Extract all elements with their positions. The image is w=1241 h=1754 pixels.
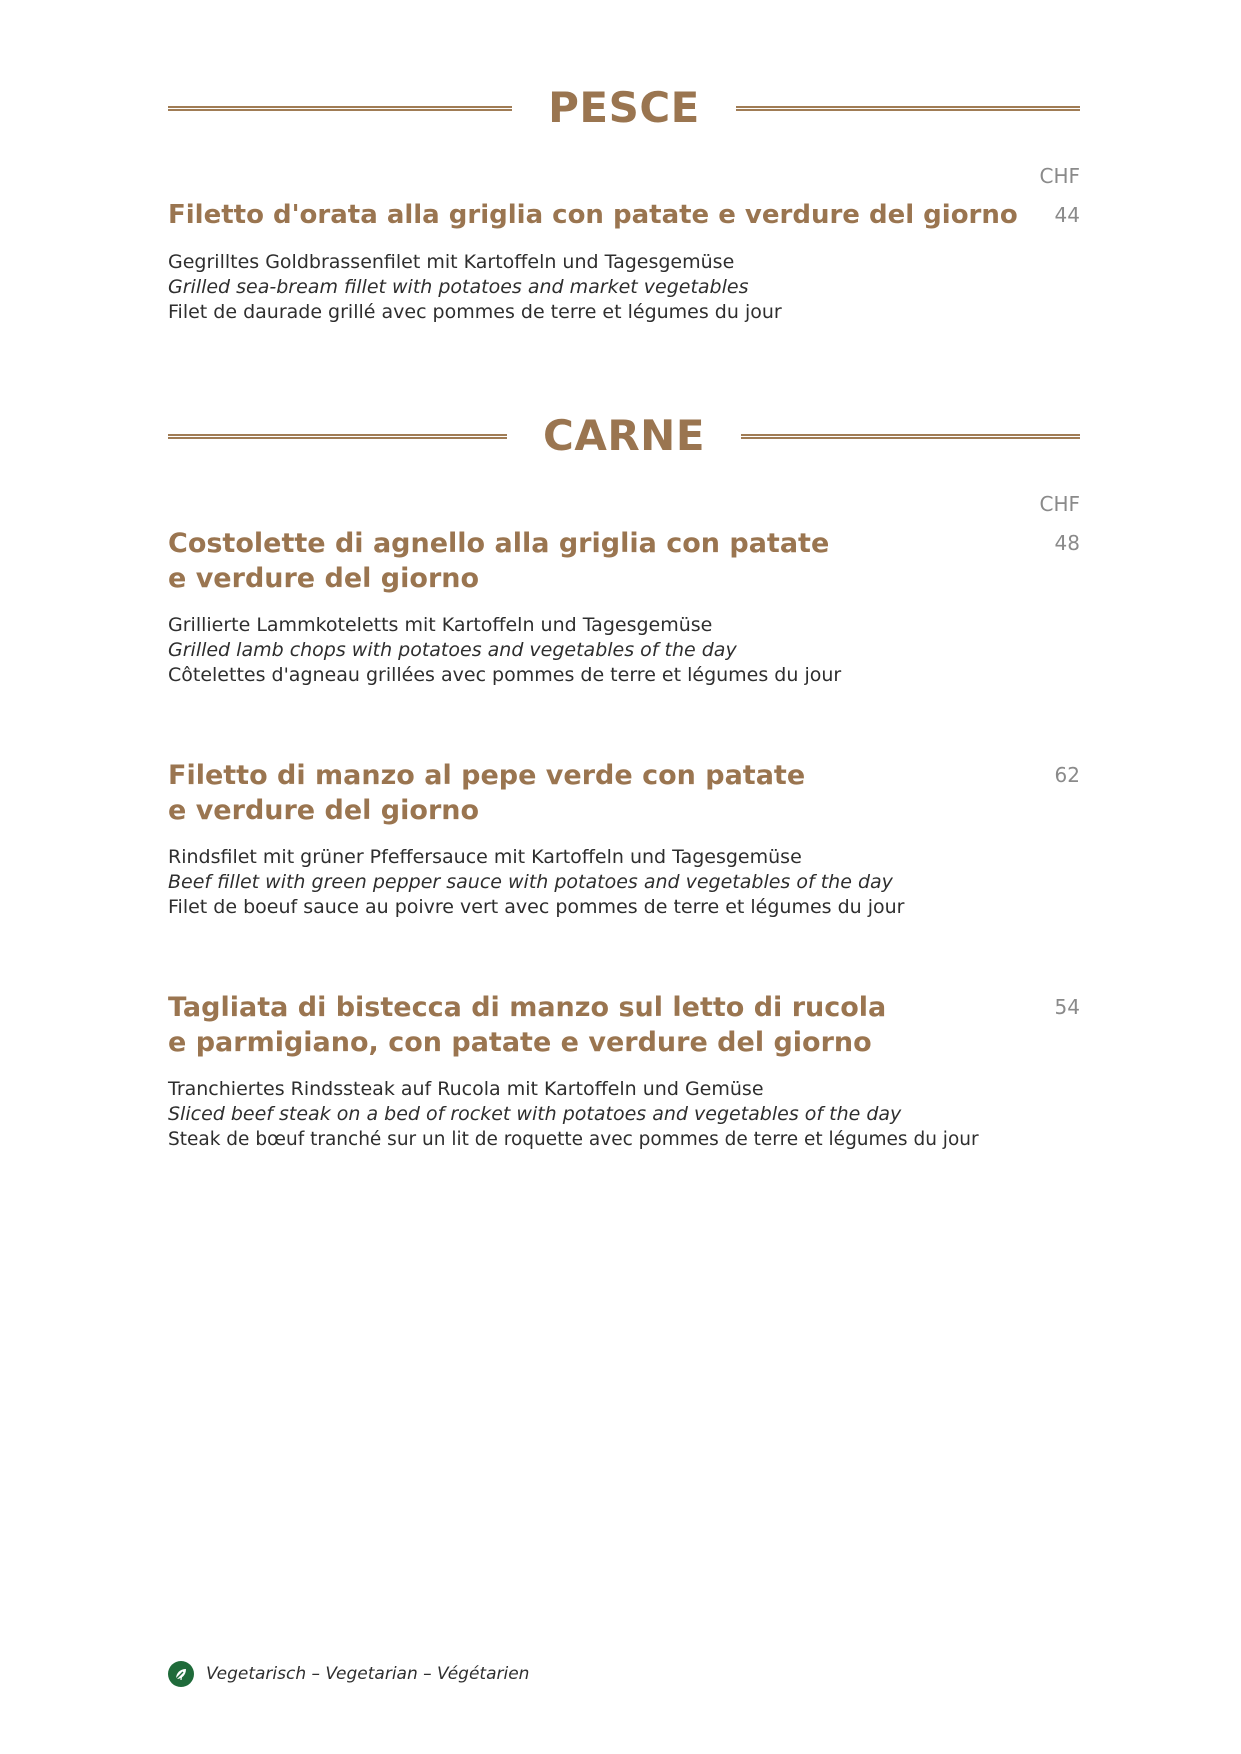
description-german: Gegrilltes Goldbrassenfilet mit Kartoffeln und Tagesgemüse <box>168 251 735 273</box>
dish-name <box>168 758 1008 828</box>
vegetarian-legend <box>168 1661 529 1687</box>
section-header <box>168 406 1080 466</box>
description-english: Beef fillet with green pepper sauce with potatoes and vegetables of the day <box>168 871 893 893</box>
dish-name: Filetto d'orata alla griglia con patate e verdure del giorno <box>168 200 1018 230</box>
dish-description <box>168 250 1080 325</box>
dish-name-line: e parmigiano, con patate e verdure del giorno <box>168 1027 872 1058</box>
section-header <box>168 78 1080 138</box>
section-title: CARNE <box>543 411 706 460</box>
description-french: Filet de daurade grillé avec pommes de terre et légumes du jour <box>168 301 782 323</box>
description-french: Côtelettes d'agneau grillées avec pommes de terre et légumes du jour <box>168 664 842 686</box>
leaf-icon <box>168 1661 194 1687</box>
dish-item <box>168 990 1080 1152</box>
description-french: Filet de boeuf sauce au poivre vert avec pommes de terre et légumes du jour <box>168 896 905 918</box>
divider-left <box>168 106 512 111</box>
menu-page <box>168 0 1080 1754</box>
dish-price: 62 <box>1054 763 1080 787</box>
divider-right <box>741 434 1080 439</box>
dish-description <box>168 845 1080 920</box>
dish-name-line: e verdure del giorno <box>168 563 480 594</box>
description-english: Grilled lamb chops with potatoes and vegetables of the day <box>168 639 737 661</box>
dish-name-line: e verdure del giorno <box>168 795 480 826</box>
dish-description <box>168 613 1080 688</box>
currency-label: CHF <box>1039 492 1080 516</box>
description-german: Grillierte Lammkoteletts mit Kartoffeln und Tagesgemüse <box>168 614 713 636</box>
description-english: Sliced beef steak on a bed of rocket with potatoes and vegetables of the day <box>168 1103 902 1125</box>
dish-item <box>168 758 1080 920</box>
divider-right <box>736 106 1080 111</box>
description-english: Grilled sea-bream fillet with potatoes and market vegetables <box>168 276 749 298</box>
dish-price: 44 <box>1054 203 1080 227</box>
dish-name <box>168 526 1008 596</box>
currency-label: CHF <box>1039 164 1080 188</box>
description-french: Steak de bœuf tranché sur un lit de roquette avec pommes de terre et légumes du jour <box>168 1129 979 1150</box>
dish-name-line: Filetto di manzo al pepe verde con patate <box>168 760 806 791</box>
dish-description <box>168 1077 1080 1152</box>
dish-item <box>168 526 1080 688</box>
divider-left <box>168 434 507 439</box>
dish-price: 48 <box>1054 531 1080 555</box>
dish-name-line: Tagliata di bistecca di manzo sul letto di rucola <box>168 992 887 1023</box>
section-carne <box>168 406 1080 1152</box>
description-german: Rindsfilet mit grüner Pfeffersauce mit Kartoffeln und Tagesgemüse <box>168 846 802 868</box>
description-german: Tranchiertes Rindssteak auf Rucola mit Kartoffeln und Gemüse <box>168 1078 764 1100</box>
legend-text: Vegetarisch – Vegetarian – Végétarien <box>206 1664 530 1684</box>
dish-name <box>168 990 1008 1060</box>
section-pesce <box>168 78 1080 325</box>
section-title: PESCE <box>548 83 700 132</box>
dish-name-line: Costolette di agnello alla griglia con patate <box>168 528 830 559</box>
dish-item <box>168 198 1080 325</box>
dish-price: 54 <box>1054 995 1080 1019</box>
